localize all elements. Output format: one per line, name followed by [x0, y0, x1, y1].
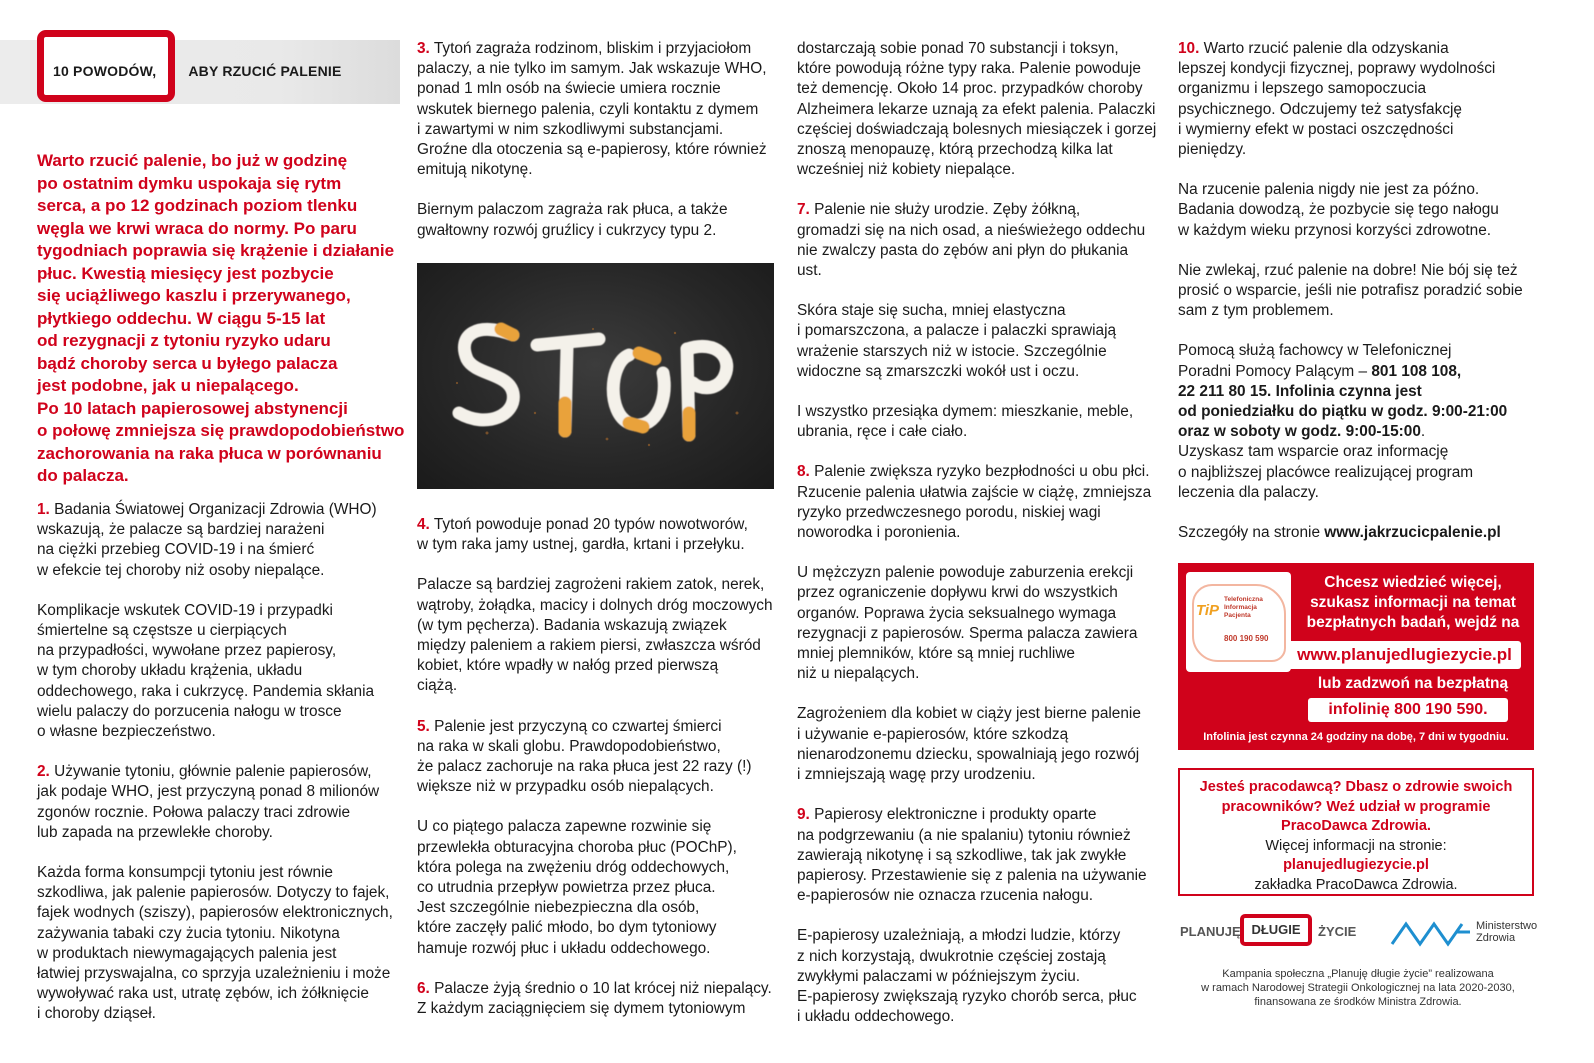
- tip-logo: TiP: [1196, 602, 1220, 619]
- hotline-number[interactable]: infolinię 800 190 590.: [1308, 698, 1508, 722]
- paragraph: Każda forma konsumpcji tytoniu jest równie szkodliwa, jak palenie papierosów. Dotyczy to fajek, fajek wodnych (sziszy), papierosów elektronicznych, zażywania tabaki czy żucia tytoniu. Nikotyna w produktach niewymagających palenia jest łatwiej przyswajalna, co sprzyja uzależnieniu i może wywoływać raka ust, utratę zębów, ich żółknięcie i choroby dziąseł.: [37, 864, 393, 1023]
- paragraph: Komplikacje wskutek COVID-19 i przypadki śmiertelne są częstsze u cierpiących na przypadłości, wywołane przez papierosy, w tym choroby układu krążenia, układu oddechowego, raka i cukrzycę. Pandemia skłania wielu palaczy do porzucenia nałogu w trosce o własne bezpieczeństwo.: [37, 601, 375, 741]
- info-box-footer: Infolinia jest czynna 24 godziny na dobę, 7 dni w tygodniu.: [1203, 731, 1509, 743]
- tip-logo-lines: Telefoniczna Informacja Pacjenta: [1224, 596, 1263, 619]
- helpline-paragraph: Pomocą służą fachowcy w Telefonicznej Poradni Pomocy Palącym – 801 108 108, 22 211 80 15. Infolinia czynna jest od poniedziałku do piątku w godz. 9:00-21:00 oraz w soboty w godz. 9:00-15:00. Uzyskasz tam wsparcie oraz informację o najbliższej placówce realizującej program leczenia dla palaczy.: [1178, 342, 1508, 501]
- tip-logo-number: 800 190 590: [1224, 634, 1269, 643]
- tip-logo-card: [1186, 572, 1291, 672]
- reason-10: 10. Warto rzucić palenie dla odzyskania lepszej kondycji fizycznej, poprawy wydolności organizmu i lepszego samopoczucia psychicznego. Odczujemy też satysfakcję i wymierny efekt w postaci oszczędności pieniędzy.: [1178, 40, 1496, 159]
- paragraph: I wszystko przesiąka dymem: mieszkanie, meble, ubrania, ręce i całe ciało.: [797, 403, 1134, 441]
- paragraph: U mężczyzn palenie powoduje zaburzenia erekcji przez ograniczenie dopływu krwi do wszystkich organów. Poprawa życia seksualnego wymaga rezygnacji z papierosów. Sperma palacza zawiera mniej plemników, które są mniej ruchliwe niż u niepalących.: [797, 564, 1138, 683]
- column-1: [37, 500, 407, 1025]
- details-paragraph: Szczegóły na stronie www.jakrzucicpalenie.pl: [1178, 524, 1501, 542]
- ministry-wave-icon: [1390, 918, 1472, 948]
- reason-2: 2. Używanie tytoniu, głównie palenie papierosów, jak podaje WHO, jest przyczyną ponad 8 milionów zgonów rocznie. Połowa palaczy traci zdrowie lub zapada na przewlekłe choroby.: [37, 763, 380, 841]
- website-link[interactable]: www.planujedlugiezycie.pl: [1288, 641, 1521, 669]
- reason-7: 7. Palenie nie służy urodzie. Zęby żółkną, gromadzi się na nich osad, a nieświeżego oddechu nie zwalczy pasta do zębów ani płyn do płukania ust.: [797, 201, 1146, 280]
- reason-4: 4. Tytoń powoduje ponad 20 typów nowotworów, w tym raka jamy ustnej, gardła, krtani i przełyku.: [417, 516, 748, 554]
- reason-6: 6. Palacze żyją średnio o 10 lat krócej niż niepalący. Z każdym zaciągnięciem się dymem tytoniowym: [417, 979, 772, 1018]
- column-2: [417, 39, 787, 241]
- title-part-2: ABY RZUCIĆ PALENIE: [188, 63, 342, 79]
- column-2-continued: [417, 515, 787, 1019]
- stop-cigarettes-photo: [417, 263, 774, 489]
- call-text: lub zadzwoń na bezpłatną: [1317, 675, 1509, 692]
- paragraph: Biernym palaczom zagraża rak płuca, a także gwałtowny rozwój gruźlicy i cukrzycy typu 2.: [417, 201, 728, 239]
- column-3: [797, 39, 1167, 1027]
- campaign-note: Kampania społeczna „Planuję długie życie” realizowana w ramach Narodowej Strategii Onkologicznej na lata 2020-2030, finansowana ze środków Ministra Zdrowia.: [1201, 968, 1515, 1008]
- info-box: [1178, 563, 1534, 750]
- paragraph: Nie zwlekaj, rzuć palenie na dobre! Nie bój się też prosić o wsparcie, jeśli nie potrafisz poradzić sobie sam z tym problemem.: [1178, 261, 1523, 320]
- paragraph: Na rzucenie palenia nigdy nie jest za późno. Badania dowodzą, że pozbycie się tego nałogu w każdym wieku przynosi korzyści zdrowotne.: [1178, 181, 1499, 239]
- reason-5: 5. Palenie jest przyczyną co czwartej śmierci na raka w skali globu. Prawdopodobieństwo, że palacz zachoruje na raka płuca jest 22 razy (!) większe niż w przypadku osób niepalących.: [417, 717, 752, 796]
- employer-box: [1178, 768, 1534, 896]
- paragraph: Skóra staje się sucha, mniej elastyczna i pomarszczona, a palacze i palaczki sprawiają wrażenie starszych niż w istocie. Szczególnie widoczne są zmarszczki wokół ust i oczu.: [797, 302, 1117, 380]
- ministry-of-health-logo: Ministerstwo Zdrowia: [1390, 918, 1530, 952]
- reason-1: 1. Badania Światowej Organizacji Zdrowia (WHO) wskazują, że palacze są bardziej narażeni na ciężki przebieg COVID-19 i na śmierć w efekcie tej choroby niż osoby niepalące.: [37, 501, 377, 579]
- lead-paragraph: Warto rzucić palenie, bo już w godzinę po ostatnim dymku uspokaja się rytm serca, a po 12 godzinach poziom tlenku węgla we krwi wraca do normy. Po paru tygodniach poprawia się krążenie i działanie płuc. Kwestią miesięcy jest pozbycie się uciążliwego kaszlu i przerywanego, płytkiego oddechu. W ciągu 5-15 lat od rezygnacji z tytoniu ryzyko udaru bądź choroby serca u byłego palacza jest podobne, jak u niepalącego. Po 10 latach papierosowej abstynencji o połowę zmniejsza się prawdopodobieństwo zachorowania na raka płuca w porównaniu do palacza.: [37, 151, 405, 485]
- paragraph: U co piątego palacza zapewne rozwinie się przewlekła obturacyjna choroba płuc (POChP), która polega na zwężeniu dróg oddechowych, co utrudnia przepływ powietrza przez płuca. Jest szczególnie niebezpieczna dla osób, które zaczęły palić młodo, bo dym tytoniowy hamuje rozwój płuc i układu oddechowego.: [417, 818, 737, 957]
- paragraph: Zagrożeniem dla kobiet w ciąży jest bierne palenie i używanie e-papierosów, które szkodzą nienarodzonemu dziecku, spowalniają jego rozwój i zmniejszają wagę przy urodzeniu.: [797, 705, 1141, 784]
- paragraph: E-papierosy uzależniają, a młodzi ludzie, którzy z nich korzystają, dwukrotnie częściej zostają zwykłymi palaczami w późniejszym życiu. E-papierosy zwiększają ryzyko chorób serca, płuc i układu oddechowego.: [797, 927, 1137, 1026]
- employer-tab: zakładka PracoDawca Zdrowia.: [1254, 876, 1458, 893]
- info-box-heading: Chcesz wiedzieć więcej, szukasz informacji na temat bezpłatnych badań, wejdź na: [1306, 574, 1520, 631]
- page-title: [53, 63, 342, 79]
- reason-9: 9. Papierosy elektroniczne i produkty oparte na podgrzewaniu (a nie spalaniu) tytoniu również zawierają nikotynę i są szkodliwe, tak jak zwykłe papierosy. Przestawienie się z palenia na używanie e-papierosów nie oznacza rzucenia nałogu.: [797, 806, 1147, 905]
- details-link[interactable]: www.jakrzucicpalenie.pl: [1324, 524, 1501, 542]
- paragraph: dostarczają sobie ponad 70 substancji i toksyn, które powodują różne typy raka. Palenie powoduje też demencję. Około 14 proc. przypadków choroby Alzheimera lekarze uznają za efekt palenia. Palaczki częściej doświadczają bolesnych miesiączek i gorzej znoszą menopauzę, którą przechodzą kilka lat wcześniej niż kobiety niepalące.: [797, 40, 1157, 179]
- employer-link[interactable]: planujedlugiezycie.pl: [1283, 857, 1429, 873]
- column-4: [1178, 39, 1548, 543]
- employer-heading: Jesteś pracodawcą? Dbasz o zdrowie swoich pracowników? Weź udział w programie PracoDawca Zdrowia.: [1199, 779, 1513, 834]
- employer-more: Więcej informacji na stronie:: [1265, 837, 1447, 854]
- paragraph: Palacze są bardziej zagrożeni rakiem zatok, nerek, wątroby, żołądka, macicy i dolnych dróg moczowych (w tym pęcherza). Badania wskazują związek między paleniem a rakiem piersi, zwłaszcza wśród kobiet, które wpadły w nałóg przed pierwszą ciążą.: [417, 576, 773, 695]
- reason-8: 8. Palenie zwiększa ryzyko bezpłodności u obu płci. Rzucenie palenia ułatwia zajście w ciążę, zmniejsza ryzyko przedwczesnego porodu, niskiej wagi noworodka i poronienia.: [797, 463, 1152, 542]
- title-part-1: 10 POWODÓW,: [53, 63, 157, 79]
- reason-3: 3. Tytoń zagraża rodzinom, bliskim i przyjaciołom palaczy, a nie tylko im samym. Jak wskazuje WHO, ponad 1 mln osób na świecie umiera rocznie wskutek biernego palenia, czyli kontaktu z dymem i zawartymi w nim szkodliwymi substancjami. Groźne dla otoczenia są e-papierosy, które również emitują nikotynę.: [417, 40, 767, 179]
- helpline-numbers: 801 108 108, 22 211 80 15. Infolinia czynna jest od poniedziałku do piątku w godz. 9:00-21:00 oraz w soboty w godz. 9:00-15:00: [1178, 362, 1508, 441]
